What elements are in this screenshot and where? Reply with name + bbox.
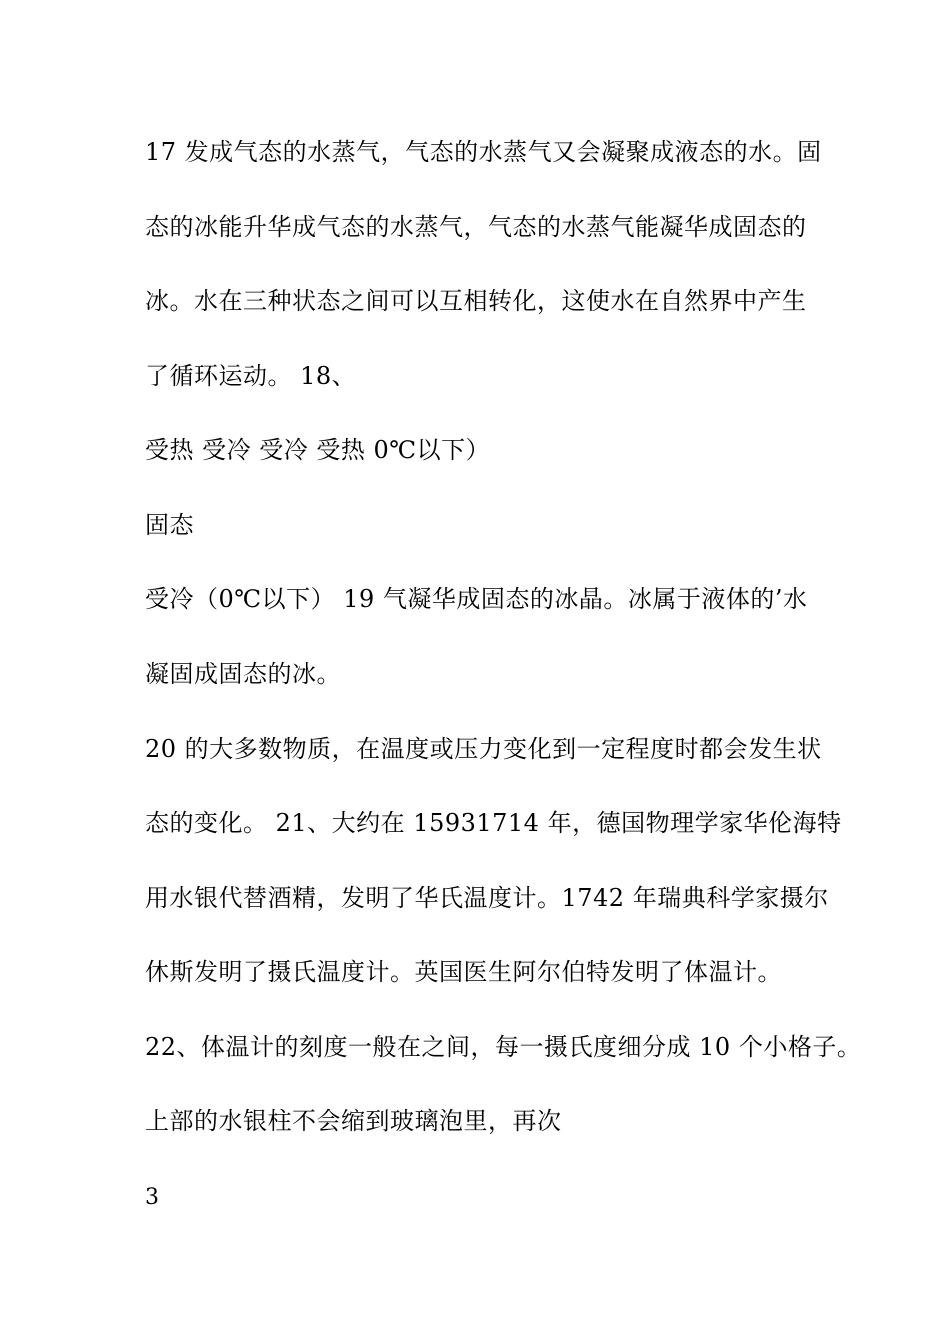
text-line-12: 休斯发明了摄氏温度计。英国医生阿尔伯特发明了体温计。 xyxy=(145,958,782,986)
text-line-11: 用水银代替酒精，发明了华氏温度计。1742 年瑞典科学家摄尔 xyxy=(145,884,829,912)
text-line-3: 冰。水在三种状态之间可以互相转化，这使水在自然界中产生 xyxy=(145,287,807,315)
text-line-14: 上部的水银柱不会缩到玻璃泡里，再次 xyxy=(145,1107,562,1135)
text-line-10: 态的变化。 21、大约在 15931714 年，德国物理学家华伦海特 xyxy=(145,809,842,837)
text-line-2: 态的冰能升华成气态的水蒸气，气态的水蒸气能凝华成固态的 xyxy=(145,213,807,241)
text-line-7: 受冷（0℃以下） 19 气凝华成固态的冰晶。冰属于液体的’水 xyxy=(145,585,808,613)
page-number: 3 xyxy=(145,1185,159,1210)
text-line-4: 了循环运动。 18、 xyxy=(145,362,357,390)
text-line-13: 22、体温计的刻度一般在之间，每一摄氏度细分成 10 个小格子。 xyxy=(145,1033,862,1061)
text-line-8: 凝固成固态的冰。 xyxy=(145,660,341,688)
text-line-9: 20 的大多数物质，在温度或压力变化到一定程度时都会发生状 xyxy=(145,735,822,763)
text-line-6: 固态 xyxy=(145,511,194,539)
text-line-1: 17 发成气态的水蒸气，气态的水蒸气又会凝聚成液态的水。固 xyxy=(145,138,822,166)
text-line-5: 受热 受冷 受冷 受热 0℃以下） xyxy=(145,436,491,464)
